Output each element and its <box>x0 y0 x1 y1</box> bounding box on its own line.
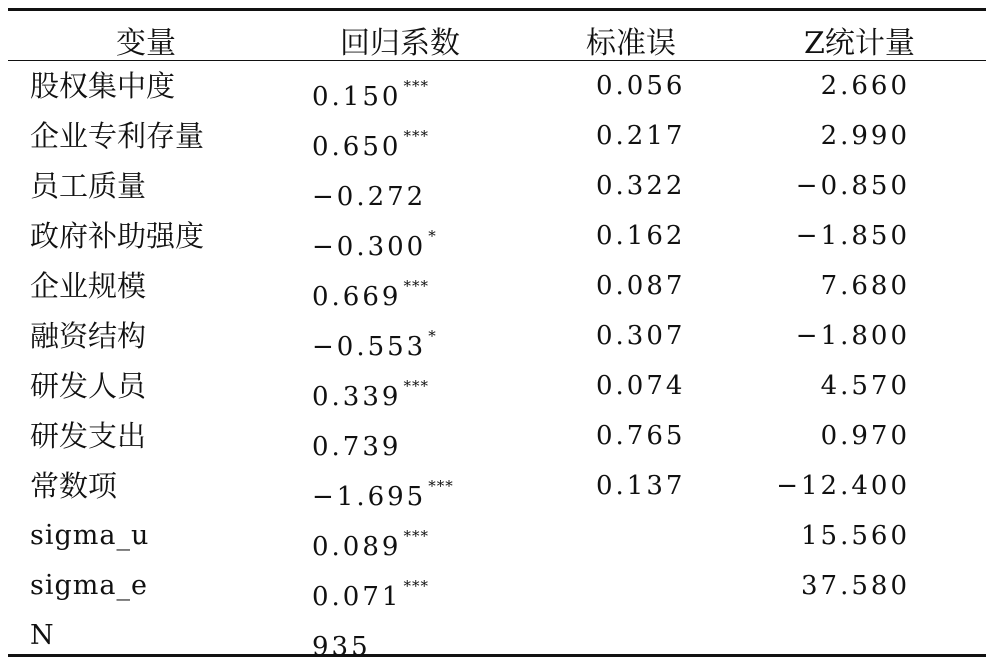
cell-std-error: 0.087 <box>596 271 686 301</box>
coefficient-value: −0.553 <box>312 332 427 362</box>
cell-z-stat: 0.970 <box>820 421 910 451</box>
cell-variable: N <box>30 620 55 651</box>
coefficient-value: 0.071 <box>312 582 402 612</box>
cell-coefficient <box>312 566 429 617</box>
cell-variable: sigma_e <box>30 570 148 601</box>
cell-z-stat: −0.850 <box>795 171 910 201</box>
table-header-row <box>8 12 986 60</box>
cell-std-error: 0.307 <box>596 321 686 351</box>
cell-z-stat: −1.850 <box>795 221 910 251</box>
cell-std-error: 0.322 <box>596 171 686 201</box>
table-row <box>8 166 986 216</box>
coefficient-value: 0.669 <box>312 282 402 312</box>
header-coefficient: 回归系数 <box>340 26 460 61</box>
header-z-stat: Z统计量 <box>804 26 915 61</box>
cell-variable: 企业专利存量 <box>30 119 205 153</box>
cell-coefficient <box>312 366 429 417</box>
coefficient-value: −0.300 <box>312 232 427 262</box>
coefficient-value: 0.339 <box>312 382 402 412</box>
coefficient-value: 0.150 <box>312 82 402 112</box>
significance-stars: *** <box>403 77 429 95</box>
header-variable: 变量 <box>116 26 176 61</box>
table-row <box>8 216 986 266</box>
coefficient-value: −0.272 <box>312 182 427 212</box>
significance-stars: * <box>428 327 437 345</box>
table-row <box>8 266 986 316</box>
cell-std-error: 0.056 <box>596 71 686 101</box>
coefficient-value: 0.650 <box>312 132 402 162</box>
regression-table <box>8 8 986 662</box>
cell-std-error: 0.074 <box>596 371 686 401</box>
table-row <box>8 466 986 516</box>
cell-std-error: 0.217 <box>596 121 686 151</box>
table-row <box>8 616 986 666</box>
cell-variable: 员工质量 <box>30 169 147 203</box>
table-header-rule <box>8 60 986 61</box>
cell-coefficient <box>312 616 373 667</box>
cell-coefficient <box>312 466 454 517</box>
table-bottom-rule <box>8 654 986 657</box>
significance-stars: *** <box>403 277 429 295</box>
cell-z-stat: −12.400 <box>776 471 910 501</box>
cell-coefficient <box>312 316 437 367</box>
cell-z-stat: 15.560 <box>801 521 910 551</box>
coefficient-value: 0.089 <box>312 532 402 562</box>
cell-variable: 融资结构 <box>30 319 147 353</box>
cell-variable: 政府补助强度 <box>30 219 205 253</box>
cell-coefficient <box>312 266 429 317</box>
cell-z-stat: 2.660 <box>820 71 910 101</box>
significance-stars: *** <box>403 377 429 395</box>
coefficient-value: 935 <box>312 632 371 662</box>
significance-stars: *** <box>403 527 429 545</box>
cell-std-error: 0.137 <box>596 471 686 501</box>
cell-std-error: 0.765 <box>596 421 686 451</box>
cell-variable: 研发支出 <box>30 419 147 453</box>
cell-std-error: 0.162 <box>596 221 686 251</box>
significance-stars: *** <box>428 477 454 495</box>
cell-z-stat: 4.570 <box>820 371 910 401</box>
significance-stars: * <box>428 227 437 245</box>
table-row <box>8 516 986 566</box>
cell-variable: 股权集中度 <box>30 69 176 103</box>
coefficient-value: −1.695 <box>312 482 427 512</box>
cell-variable: 研发人员 <box>30 369 147 403</box>
cell-coefficient <box>312 216 437 267</box>
cell-variable: 常数项 <box>30 469 118 503</box>
cell-z-stat: −1.800 <box>795 321 910 351</box>
cell-coefficient <box>312 516 429 567</box>
significance-stars: *** <box>403 127 429 145</box>
table-top-rule <box>8 8 986 11</box>
header-std-error: 标准误 <box>586 26 676 61</box>
cell-z-stat: 37.580 <box>801 571 910 601</box>
table-row <box>8 116 986 166</box>
cell-coefficient <box>312 166 428 217</box>
cell-z-stat: 2.990 <box>820 121 910 151</box>
coefficient-value: 0.739 <box>312 432 402 462</box>
cell-coefficient <box>312 416 403 467</box>
cell-coefficient <box>312 116 429 167</box>
table-row <box>8 66 986 116</box>
cell-coefficient <box>312 66 429 117</box>
cell-variable: sigma_u <box>30 520 150 551</box>
cell-z-stat: 7.680 <box>820 271 910 301</box>
table-row <box>8 366 986 416</box>
table-row <box>8 566 986 616</box>
table-row <box>8 316 986 366</box>
table-row <box>8 416 986 466</box>
cell-variable: 企业规模 <box>30 269 147 303</box>
significance-stars: *** <box>403 577 429 595</box>
